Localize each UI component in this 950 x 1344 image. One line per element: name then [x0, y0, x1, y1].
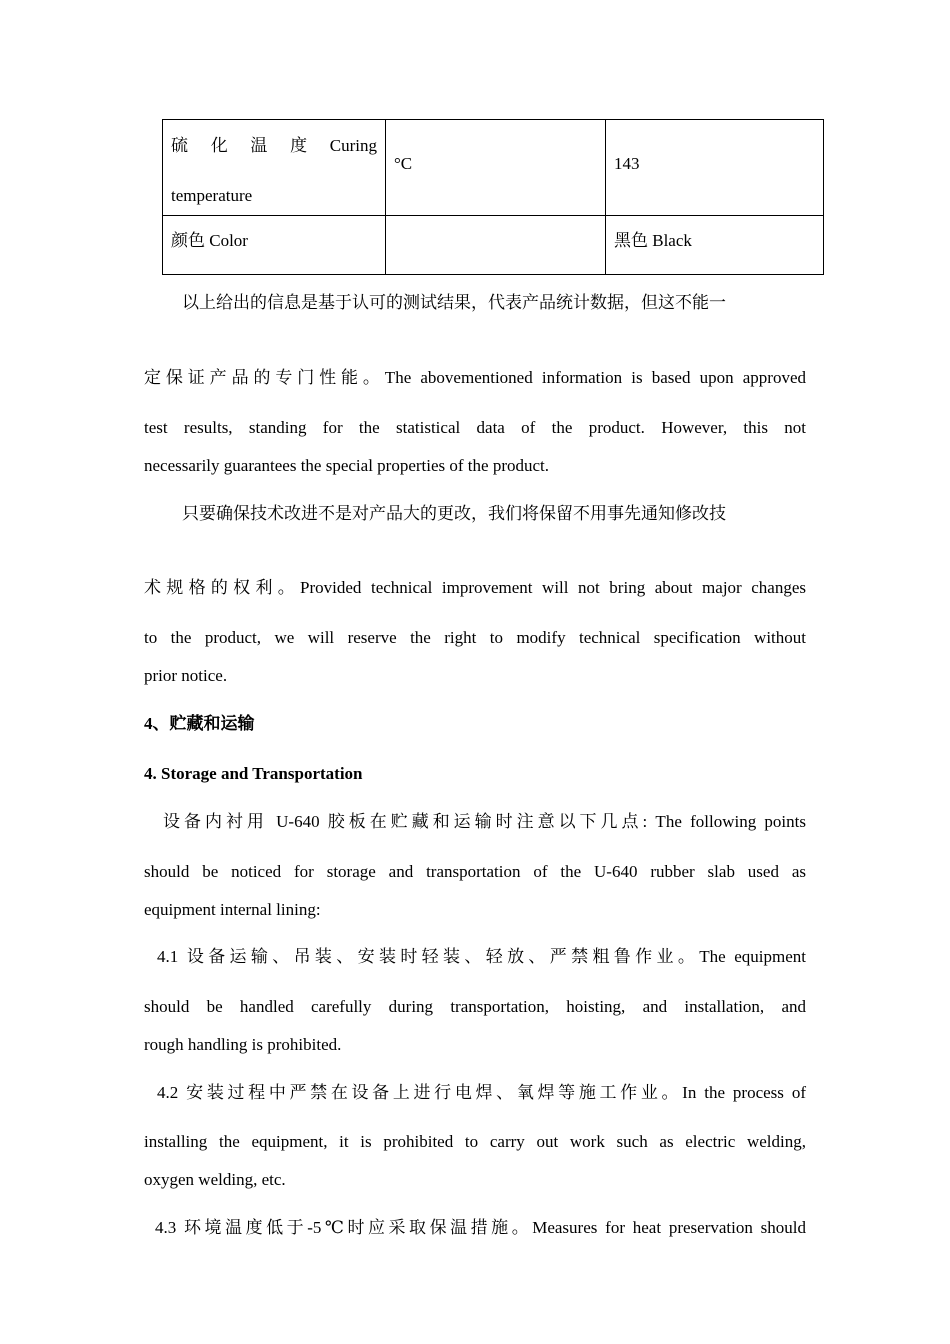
table-cell-label — [163, 120, 386, 216]
list-item-line: oxygen welding, etc. — [144, 1170, 286, 1189]
paragraph-line: 只要确保技术改进不是对产品大的更改，我们将保留不用事先通知修改技 — [182, 504, 726, 523]
paragraph-line: should be noticed for storage and transportation of the U-640 rubber slab used as — [144, 862, 806, 881]
cell-value-text: 黑色 Black — [614, 231, 692, 250]
paragraph-line: 定保证产品的专门性能。The abovementioned information is based upon approved — [144, 368, 806, 387]
paragraph-line: 设备内衬用 U-640 胶板在贮藏和运输时注意以下几点: The following points — [163, 812, 806, 831]
property-table — [162, 119, 824, 275]
table-cell-value — [606, 120, 824, 216]
paragraph-line: to the product, we will reserve the right to modify technical specification without — [144, 628, 806, 647]
table-cell-label — [163, 216, 386, 275]
paragraph-line: equipment internal lining: — [144, 900, 321, 919]
list-item-line: 4.1 设备运输、吊装、安装时轻装、轻放、严禁粗鲁作业。The equipment — [157, 947, 806, 966]
cell-value-text: 143 — [614, 154, 640, 173]
list-item-line: 4.2 安装过程中严禁在设备上进行电焊、氧焊等施工作业。In the process of — [157, 1083, 806, 1102]
list-item-line: 4.3 环境温度低于-5℃时应采取保温措施。Measures for heat preservation should — [155, 1218, 806, 1237]
cell-unit-text: °C — [394, 154, 413, 173]
paragraph-line: 术规格的权利。Provided technical improvement will not bring about major changes — [144, 578, 806, 597]
cell-label-line1: 硫 化 温 度 Curing — [171, 136, 377, 155]
cell-label-line2: temperature — [171, 186, 253, 205]
paragraph-line: necessarily guarantees the special properties of the product. — [144, 456, 550, 475]
list-item-line: installing the equipment, it is prohibited to carry out work such as electric welding, — [144, 1132, 806, 1151]
table-cell-unit — [386, 120, 606, 216]
table-cell-value — [606, 216, 824, 275]
paragraph-line: prior notice. — [144, 666, 228, 685]
list-item-line: should be handled carefully during transportation, hoisting, and installation, and — [144, 997, 806, 1016]
section-heading-cn: 4、贮藏和运输 — [144, 714, 255, 733]
table-row — [163, 216, 824, 275]
cell-label-text: 颜色 Color — [171, 231, 248, 250]
paragraph-line: test results, standing for the statistical data of the product. However, this not — [144, 418, 806, 437]
list-item-line: rough handling is prohibited. — [144, 1035, 342, 1054]
section-heading-en: 4. Storage and Transportation — [144, 764, 363, 783]
table-row — [163, 120, 824, 216]
table-cell-unit — [386, 216, 606, 275]
paragraph-line: 以上给出的信息是基于认可的测试结果，代表产品统计数据，但这不能一 — [182, 293, 726, 312]
